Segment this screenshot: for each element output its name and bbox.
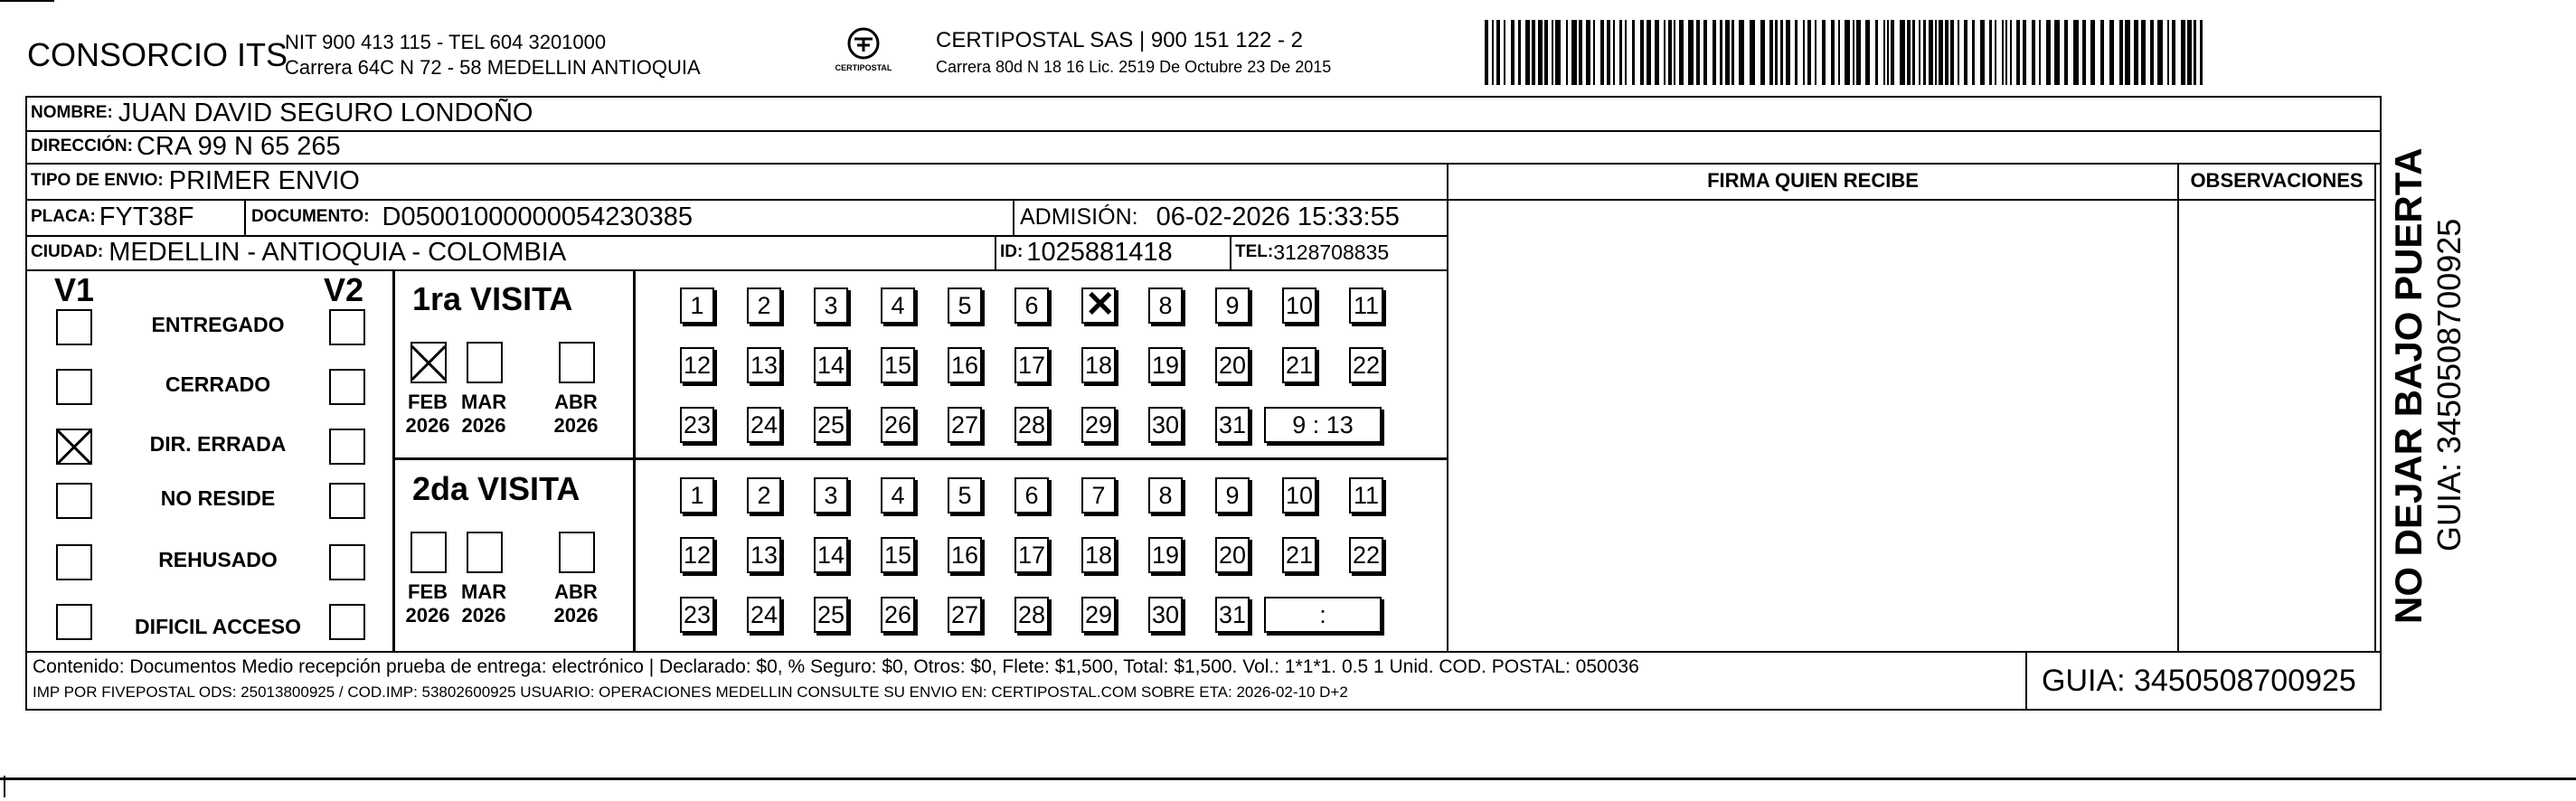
barcode-bar xyxy=(2119,20,2123,85)
day-box[interactable]: 4 xyxy=(881,477,915,514)
barcode-bar xyxy=(2187,20,2192,85)
barcode-bar xyxy=(2134,20,2138,85)
day-box[interactable]: 15 xyxy=(881,537,915,573)
day-box[interactable]: 17 xyxy=(1014,537,1049,573)
barcode-bar xyxy=(1972,20,1975,85)
v1-checkbox[interactable] xyxy=(56,429,92,465)
month-name: ABR xyxy=(554,391,598,413)
barcode-bar xyxy=(1696,20,1700,85)
month-checkbox[interactable] xyxy=(410,532,447,573)
visit-title: 1ra VISITA xyxy=(412,280,573,317)
footer-guia: GUIA: 3450508700925 xyxy=(2042,664,2356,698)
barcode-bar xyxy=(2141,20,2146,85)
status-label: DIR. ERRADA xyxy=(149,432,287,456)
barcode-bar xyxy=(2039,20,2041,85)
barcode-bar xyxy=(1923,20,1926,85)
barcode xyxy=(1483,20,2206,85)
ciudad-row xyxy=(31,235,566,269)
month-label xyxy=(553,391,599,438)
barcode-bar xyxy=(1600,20,1604,85)
barcode-bar xyxy=(1822,20,1826,85)
v2-checkbox[interactable] xyxy=(329,544,365,580)
barcode-bar xyxy=(2054,20,2060,85)
v1-checkbox[interactable] xyxy=(56,369,92,405)
day-box[interactable]: 28 xyxy=(1014,407,1049,443)
barcode-bar xyxy=(1668,20,1672,85)
side-warning: NO DEJAR BAJO PUERTA xyxy=(2387,147,2430,624)
direccion-row xyxy=(31,130,341,163)
time-box[interactable]: 9 : 13 xyxy=(1264,407,1382,443)
barcode-bar xyxy=(1875,20,1878,85)
v2-checkbox[interactable] xyxy=(329,604,365,640)
side-guia: GUIA: 3450508700925 xyxy=(2430,218,2467,551)
firma-label: FIRMA QUIEN RECIBE xyxy=(1707,169,1919,192)
day-box[interactable]: 22 xyxy=(1349,537,1383,573)
month-year: 2026 xyxy=(553,414,599,437)
documento-label: DOCUMENTO: xyxy=(251,207,370,226)
v2-checkbox[interactable] xyxy=(329,429,365,465)
month-label xyxy=(461,391,506,438)
barcode-bar xyxy=(2005,20,2007,85)
barcode-bar xyxy=(1780,20,1783,85)
barcode-bar xyxy=(1713,20,1716,85)
month-checkbox[interactable] xyxy=(467,342,503,383)
placa-row xyxy=(31,199,194,235)
day-box[interactable]: 9 xyxy=(1215,287,1250,324)
day-box[interactable]: 20 xyxy=(1215,537,1250,573)
admision-row xyxy=(1020,199,1400,235)
day-box[interactable]: 26 xyxy=(881,597,915,633)
barcode-bar xyxy=(1532,20,1535,85)
status-label: ENTREGADO xyxy=(151,313,285,336)
day-box[interactable]: 3 xyxy=(814,287,848,324)
barcode-bar xyxy=(1803,20,1805,85)
barcode-bar xyxy=(2150,20,2154,85)
barcode-bar xyxy=(1935,20,1937,85)
day-box[interactable]: 25 xyxy=(814,597,848,633)
day-box[interactable]: 24 xyxy=(747,407,781,443)
month-year: 2026 xyxy=(405,604,450,627)
barcode-bar xyxy=(1795,20,1798,85)
company-nit: NIT 900 413 115 - TEL 604 3201000 xyxy=(285,31,607,53)
day-box[interactable]: 2 xyxy=(747,287,781,324)
day-box[interactable]: 28 xyxy=(1014,597,1049,633)
barcode-bar xyxy=(2109,20,2114,85)
barcode-bar xyxy=(1939,20,1943,85)
day-box[interactable]: 10 xyxy=(1282,477,1316,514)
barcode-bar xyxy=(1907,20,1911,85)
status-label: CERRADO xyxy=(165,372,271,396)
barcode-bar xyxy=(1607,20,1610,85)
barcode-bar xyxy=(1958,20,1959,85)
barcode-bar xyxy=(1831,20,1835,85)
month-year: 2026 xyxy=(405,414,450,437)
tipo-value: PRIMER ENVIO xyxy=(168,165,360,195)
visit-title: 2da VISITA xyxy=(412,470,580,507)
v1-header: V1 xyxy=(54,271,95,308)
barcode-bar xyxy=(2200,20,2203,85)
time-box[interactable]: : xyxy=(1264,597,1382,633)
barcode-bar xyxy=(1853,20,1854,85)
day-box[interactable]: 23 xyxy=(680,407,714,443)
month-checkbox[interactable] xyxy=(410,342,447,383)
barcode-bar xyxy=(1995,20,1996,85)
barcode-bar xyxy=(1579,20,1582,85)
barcode-bar xyxy=(1775,20,1778,85)
barcode-bar xyxy=(1725,20,1730,85)
barcode-bar xyxy=(1739,20,1744,85)
day-box[interactable]: 4 xyxy=(881,287,915,324)
barcode-bar xyxy=(2090,20,2095,85)
day-box[interactable]: 27 xyxy=(948,407,982,443)
month-year: 2026 xyxy=(461,414,506,437)
certipostal-line1: CERTIPOSTAL SAS | 900 151 122 - 2 xyxy=(936,28,1303,52)
barcode-bar xyxy=(2172,20,2175,85)
barcode-bar xyxy=(1900,20,1905,85)
footer-line1: Contenido: Documentos Medio recepción prueba de entrega: electrónico | Declarado: $0, % Seguro: $0, Otros: $0, Flete: $1,500, Total: $1,500. Vol.: 1*1*1. 0.5 1 Unid. COD. POSTAL: 050036 xyxy=(33,656,1639,677)
documento-row xyxy=(251,199,693,235)
v2-checkbox[interactable] xyxy=(329,309,365,345)
day-box[interactable]: 18 xyxy=(1081,537,1116,573)
day-box[interactable]: 16 xyxy=(948,347,982,383)
barcode-bar xyxy=(2082,20,2086,85)
day-box[interactable]: 26 xyxy=(881,407,915,443)
tel-value: 3128708835 xyxy=(1273,240,1390,264)
barcode-bar xyxy=(1640,20,1644,85)
day-box[interactable]: 16 xyxy=(948,537,982,573)
tel-label: TEL: xyxy=(1235,242,1274,261)
nombre-label: NOMBRE: xyxy=(31,103,113,122)
day-box[interactable]: 31 xyxy=(1215,597,1250,633)
barcode-bar xyxy=(1586,20,1590,85)
barcode-bar xyxy=(1769,20,1773,85)
barcode-bar xyxy=(1807,20,1811,85)
barcode-bar xyxy=(1544,20,1548,85)
barcode-bar xyxy=(1647,20,1651,85)
v2-checkbox[interactable] xyxy=(329,483,365,519)
day-box[interactable]: 6 xyxy=(1014,477,1049,514)
admision-label: ADMISIÓN: xyxy=(1020,203,1138,230)
day-box[interactable]: 18 xyxy=(1081,347,1116,383)
day-box[interactable]: 21 xyxy=(1282,537,1316,573)
barcode-bar xyxy=(1613,20,1615,85)
month-checkbox[interactable] xyxy=(467,532,503,573)
barcode-bar xyxy=(2046,20,2051,85)
day-box[interactable]: 11 xyxy=(1349,477,1383,514)
certipostal-line2: Carrera 80d N 18 16 Lic. 2519 De Octubre 23 De 2015 xyxy=(936,58,1332,76)
barcode-bar xyxy=(1555,20,1561,85)
day-box[interactable]: 8 xyxy=(1148,287,1183,324)
barcode-bar xyxy=(2181,20,2185,85)
barcode-bar xyxy=(1485,20,1488,85)
barcode-bar xyxy=(1964,20,1967,85)
barcode-bar xyxy=(2023,20,2026,85)
day-box[interactable]: 7 xyxy=(1081,477,1116,514)
day-box[interactable]: 5 xyxy=(948,287,982,324)
day-box[interactable]: 14 xyxy=(814,347,848,383)
day-box[interactable]: 19 xyxy=(1148,347,1183,383)
day-box[interactable]: 25 xyxy=(814,407,848,443)
v1-checkbox[interactable] xyxy=(56,483,92,519)
barcode-bar xyxy=(1511,20,1514,85)
day-box[interactable]: 31 xyxy=(1215,407,1250,443)
day-box[interactable]: 15 xyxy=(881,347,915,383)
tipo-label: TIPO DE ENVIO: xyxy=(31,171,164,190)
barcode-bar xyxy=(1655,20,1659,85)
day-box[interactable]: 6 xyxy=(1014,287,1049,324)
barcode-bar xyxy=(1950,20,1954,85)
barcode-bar xyxy=(1845,20,1850,85)
v1-checkbox[interactable] xyxy=(56,544,92,580)
barcode-bar xyxy=(1496,20,1500,85)
barcode-bar xyxy=(1552,20,1553,85)
day-box[interactable]: 30 xyxy=(1148,597,1183,633)
placa-label: PLACA: xyxy=(31,207,96,226)
day-box[interactable]: 29 xyxy=(1081,407,1116,443)
v2-checkbox[interactable] xyxy=(329,369,365,405)
day-box[interactable]: 24 xyxy=(747,597,781,633)
day-box[interactable]: 12 xyxy=(680,347,714,383)
barcode-bar xyxy=(1883,20,1885,85)
barcode-bar xyxy=(2010,20,2012,85)
barcode-bar xyxy=(2002,20,2004,85)
barcode-bar xyxy=(2016,20,2020,85)
day-box[interactable]: 14 xyxy=(814,537,848,573)
day-box[interactable]: 5 xyxy=(948,477,982,514)
barcode-bar xyxy=(1504,20,1505,85)
barcode-bar xyxy=(1815,20,1816,85)
barcode-bar xyxy=(1566,20,1568,85)
barcode-bar xyxy=(1593,20,1595,85)
day-box[interactable] xyxy=(1081,287,1116,324)
day-box[interactable]: 27 xyxy=(948,597,982,633)
barcode-bar xyxy=(1720,20,1722,85)
day-box[interactable]: 9 xyxy=(1215,477,1250,514)
observaciones-label: OBSERVACIONES xyxy=(2190,169,2364,192)
barcode-bar xyxy=(1703,20,1707,85)
barcode-bar xyxy=(1518,20,1521,85)
day-box[interactable]: 8 xyxy=(1148,477,1183,514)
barcode-bar xyxy=(1571,20,1577,85)
day-box[interactable]: 17 xyxy=(1014,347,1049,383)
barcode-bar xyxy=(2064,20,2068,85)
day-box[interactable]: 13 xyxy=(747,347,781,383)
direccion-label: DIRECCIÓN: xyxy=(31,137,133,155)
day-box[interactable]: 30 xyxy=(1148,407,1183,443)
month-name: MAR xyxy=(461,580,507,603)
month-year: 2026 xyxy=(461,604,506,627)
observaciones-header xyxy=(2179,163,2374,199)
barcode-bar xyxy=(2073,20,2079,85)
month-name: ABR xyxy=(554,580,598,603)
ciudad-value: MEDELLIN - ANTIOQUIA - COLOMBIA xyxy=(109,237,567,267)
day-box[interactable]: 11 xyxy=(1349,287,1383,324)
barcode-bar xyxy=(1856,20,1861,85)
day-box[interactable]: 29 xyxy=(1081,597,1116,633)
documento-value: D05001000000054230385 xyxy=(382,202,694,231)
barcode-bar xyxy=(2032,20,2035,85)
v2-header: V2 xyxy=(324,271,364,308)
id-value: 1025881418 xyxy=(1026,237,1173,267)
tel-row xyxy=(1235,235,1389,269)
month-label xyxy=(553,580,599,627)
firma-header xyxy=(1448,163,2177,199)
day-box[interactable]: 20 xyxy=(1215,347,1250,383)
barcode-bar xyxy=(1750,20,1755,85)
day-box[interactable]: 21 xyxy=(1282,347,1316,383)
day-box[interactable]: 23 xyxy=(680,597,714,633)
day-box[interactable]: 10 xyxy=(1282,287,1316,324)
status-label: REHUSADO xyxy=(158,548,278,571)
day-box[interactable]: 1 xyxy=(680,477,714,514)
barcode-bar xyxy=(2100,20,2104,85)
barcode-bar xyxy=(1919,20,1920,85)
month-name: FEB xyxy=(408,580,448,603)
barcode-bar xyxy=(1980,20,1985,85)
day-box[interactable]: 2 xyxy=(747,477,781,514)
barcode-bar xyxy=(1619,20,1622,85)
ciudad-label: CIUDAD: xyxy=(31,242,104,261)
barcode-bar xyxy=(2167,20,2169,85)
barcode-bar xyxy=(2125,20,2130,85)
company-name: CONSORCIO ITS xyxy=(27,36,288,73)
month-year: 2026 xyxy=(553,604,599,627)
barcode-bar xyxy=(1625,20,1627,85)
nombre-row xyxy=(31,96,533,130)
barcode-bar xyxy=(1865,20,1870,85)
barcode-bar xyxy=(1760,20,1765,85)
barcode-bar xyxy=(1688,20,1694,85)
barcode-bar xyxy=(1989,20,1992,85)
barcode-bar xyxy=(1632,20,1635,85)
barcode-bar xyxy=(1679,20,1684,85)
day-box[interactable]: 3 xyxy=(814,477,848,514)
barcode-bar xyxy=(1891,20,1894,85)
id-row xyxy=(1000,235,1173,269)
barcode-bar xyxy=(1887,20,1889,85)
admision-value: 06-02-2026 15:33:55 xyxy=(1156,202,1400,231)
barcode-bar xyxy=(1838,20,1840,85)
day-box[interactable]: 19 xyxy=(1148,537,1183,573)
barcode-bar xyxy=(1674,20,1675,85)
barcode-bar xyxy=(1929,20,1933,85)
day-box[interactable]: 13 xyxy=(747,537,781,573)
barcode-bar xyxy=(1786,20,1790,85)
month-checkbox[interactable] xyxy=(559,342,595,383)
status-label: NO RESIDE xyxy=(160,486,276,510)
month-checkbox[interactable] xyxy=(559,532,595,573)
footer-line2: IMP POR FIVEPOSTAL ODS: 25013800925 / COD.IMP: 53802600925 USUARIO: OPERACIONES MEDELLIN CONSULTE SU ENVIO EN: CERTIPOSTAL.COM SOBRE ETA: 2026-02-10 D+2 xyxy=(33,683,1348,701)
month-label xyxy=(461,580,506,627)
nombre-value: JUAN DAVID SEGURO LONDOÑO xyxy=(118,98,533,127)
v1-checkbox[interactable] xyxy=(56,309,92,345)
barcode-bar xyxy=(2194,20,2196,85)
barcode-bar xyxy=(2157,20,2163,85)
barcode-bar xyxy=(1538,20,1543,85)
barcode-bar xyxy=(1492,20,1494,85)
month-name: FEB xyxy=(408,391,448,413)
barcode-bar xyxy=(1945,20,1949,85)
barcode-bar xyxy=(1912,20,1915,85)
month-label xyxy=(405,580,450,627)
barcode-bar xyxy=(1525,20,1530,85)
direccion-value: CRA 99 N 65 265 xyxy=(136,131,341,161)
day-box[interactable]: 12 xyxy=(680,537,714,573)
v1-checkbox[interactable] xyxy=(56,604,92,640)
day-box[interactable]: 22 xyxy=(1349,347,1383,383)
placa-value: FYT38F xyxy=(99,202,194,231)
barcode-bar xyxy=(1664,20,1665,85)
month-name: MAR xyxy=(461,391,507,413)
company-address: Carrera 64C N 72 - 58 MEDELLIN ANTIOQUIA xyxy=(285,56,701,79)
logo-caption: CERTIPOSTAL xyxy=(835,63,892,72)
id-label: ID: xyxy=(1000,242,1024,261)
tipo-row xyxy=(31,163,360,199)
status-label: DIFICIL ACCESO xyxy=(134,615,301,638)
day-box[interactable]: 1 xyxy=(680,287,714,324)
month-label xyxy=(405,391,450,438)
barcode-bar xyxy=(1731,20,1734,85)
